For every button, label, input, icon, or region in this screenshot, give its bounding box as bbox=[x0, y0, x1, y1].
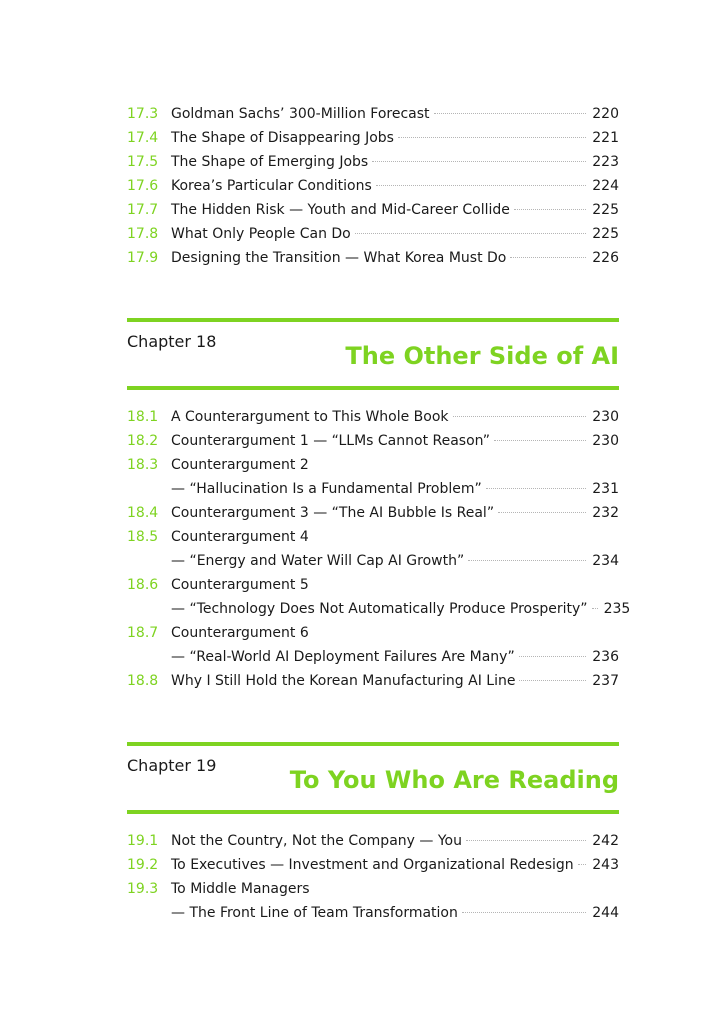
toc-entry[interactable] bbox=[127, 126, 619, 150]
toc-entry-line bbox=[171, 246, 619, 270]
toc-entry-number: 19.2 bbox=[127, 857, 159, 873]
toc-entry[interactable] bbox=[127, 150, 619, 174]
toc-entry[interactable] bbox=[127, 405, 619, 429]
toc-entry-title: Not the Country, Not the Company — You bbox=[171, 833, 462, 849]
chapter-19-header bbox=[127, 742, 619, 814]
toc-dot-leader bbox=[498, 512, 586, 513]
toc-entry-page: 235 bbox=[603, 601, 631, 617]
chapter-rule-top bbox=[127, 318, 619, 322]
toc-entry-number: 19.1 bbox=[127, 833, 159, 849]
toc-entry-number: 17.3 bbox=[127, 106, 159, 122]
toc-entry-page: 234 bbox=[592, 553, 619, 569]
toc-entry-title: — The Front Line of Team Transformation bbox=[171, 905, 458, 921]
toc-entry[interactable] bbox=[127, 621, 619, 645]
toc-entry-number: 17.5 bbox=[127, 154, 159, 170]
toc-entry-title: Counterargument 5 bbox=[171, 577, 309, 593]
toc-entry-page: 231 bbox=[592, 481, 619, 497]
toc-entry[interactable] bbox=[127, 901, 619, 925]
toc-dot-leader bbox=[519, 680, 586, 681]
toc-entry-number: 18.2 bbox=[127, 433, 159, 449]
toc-entry-line bbox=[171, 126, 619, 150]
toc-entry-page: 223 bbox=[592, 154, 619, 170]
toc-entry-page: 232 bbox=[592, 505, 619, 521]
toc-entry-number: 17.6 bbox=[127, 178, 159, 194]
toc-entry-line bbox=[171, 174, 619, 198]
toc-entry-title: Designing the Transition — What Korea Must Do bbox=[171, 250, 507, 266]
toc-entry-number: 17.7 bbox=[127, 202, 159, 218]
chapter-18-header bbox=[127, 318, 619, 390]
toc-entry-page: 243 bbox=[592, 857, 619, 873]
toc-entry-page: 224 bbox=[592, 178, 619, 194]
toc-dot-leader bbox=[376, 185, 587, 186]
toc-entry[interactable] bbox=[127, 597, 631, 621]
toc-dot-leader bbox=[468, 560, 586, 561]
toc-dot-leader bbox=[510, 257, 586, 258]
toc-entry-title: The Shape of Disappearing Jobs bbox=[171, 130, 394, 146]
toc-entry[interactable] bbox=[127, 829, 619, 853]
toc-entry-line bbox=[171, 621, 619, 645]
toc-entry-line bbox=[171, 573, 619, 597]
toc-entry-title: — “Energy and Water Will Cap AI Growth” bbox=[171, 553, 465, 569]
chapter-rule-bottom bbox=[127, 386, 619, 390]
toc-entry[interactable] bbox=[127, 877, 619, 901]
toc-list-chapter-18 bbox=[127, 405, 631, 693]
toc-entry-line bbox=[171, 901, 619, 925]
toc-entry[interactable] bbox=[127, 198, 619, 222]
toc-entry[interactable] bbox=[127, 525, 619, 549]
toc-entry[interactable] bbox=[127, 246, 619, 270]
toc-entry-title: — “Hallucination Is a Fundamental Problem” bbox=[171, 481, 482, 497]
toc-entry-number: 18.1 bbox=[127, 409, 159, 425]
toc-entry-title: The Hidden Risk — Youth and Mid-Career Collide bbox=[171, 202, 510, 218]
chapter-19-label: Chapter 19 bbox=[127, 756, 217, 775]
toc-entry-number: 18.4 bbox=[127, 505, 159, 521]
toc-entry-line bbox=[171, 853, 619, 877]
toc-entry-number: 18.8 bbox=[127, 673, 159, 689]
toc-dot-leader bbox=[514, 209, 586, 210]
toc-entry[interactable] bbox=[127, 549, 619, 573]
toc-entry[interactable] bbox=[127, 453, 619, 477]
toc-list-chapter-19 bbox=[127, 829, 619, 925]
toc-entry-page: 230 bbox=[592, 409, 619, 425]
toc-entry[interactable] bbox=[127, 102, 619, 126]
toc-entry-page: 225 bbox=[592, 202, 619, 218]
toc-entry-title: Counterargument 1 — “LLMs Cannot Reason” bbox=[171, 433, 491, 449]
toc-dot-leader bbox=[355, 233, 587, 234]
toc-entry[interactable] bbox=[127, 573, 619, 597]
toc-entry-page: 221 bbox=[592, 130, 619, 146]
toc-entry-page: 230 bbox=[592, 433, 619, 449]
toc-entry-number: 18.3 bbox=[127, 457, 159, 473]
toc-entry-number: 18.5 bbox=[127, 529, 159, 545]
toc-entry-number: 18.7 bbox=[127, 625, 159, 641]
toc-dot-leader bbox=[578, 864, 587, 865]
toc-entry[interactable] bbox=[127, 669, 619, 693]
toc-entry[interactable] bbox=[127, 429, 619, 453]
toc-dot-leader bbox=[434, 113, 587, 114]
toc-entry-line bbox=[171, 150, 619, 174]
toc-entry-title: To Executives — Investment and Organizational Redesign bbox=[171, 857, 574, 873]
toc-entry-line bbox=[171, 405, 619, 429]
toc-entry[interactable] bbox=[127, 501, 619, 525]
toc-dot-leader bbox=[486, 488, 587, 489]
toc-entry-title: What Only People Can Do bbox=[171, 226, 351, 242]
toc-entry-number: 17.4 bbox=[127, 130, 159, 146]
toc-entry-title: To Middle Managers bbox=[171, 881, 310, 897]
toc-dot-leader bbox=[494, 440, 586, 441]
toc-entry-page: 237 bbox=[592, 673, 619, 689]
toc-entry-title: The Shape of Emerging Jobs bbox=[171, 154, 369, 170]
chapter-18-label: Chapter 18 bbox=[127, 332, 217, 351]
toc-entry-page: 226 bbox=[592, 250, 619, 266]
toc-entry[interactable] bbox=[127, 853, 619, 877]
toc-dot-leader bbox=[453, 416, 587, 417]
toc-dot-leader bbox=[398, 137, 586, 138]
toc-entry-title: Counterargument 2 bbox=[171, 457, 309, 473]
toc-dot-leader bbox=[462, 912, 586, 913]
toc-entry-number: 17.9 bbox=[127, 250, 159, 266]
toc-entry-line bbox=[171, 222, 619, 246]
toc-entry-line bbox=[171, 102, 619, 126]
toc-entry-line bbox=[171, 669, 619, 693]
toc-entry-line bbox=[171, 877, 619, 901]
toc-dot-leader bbox=[372, 161, 586, 162]
toc-entry-title: Why I Still Hold the Korean Manufacturing AI Line bbox=[171, 673, 516, 689]
toc-entry-title: Korea’s Particular Conditions bbox=[171, 178, 372, 194]
toc-entry-number: 18.6 bbox=[127, 577, 159, 593]
toc-entry-page: 220 bbox=[592, 106, 619, 122]
toc-entry-title: Counterargument 3 — “The AI Bubble Is Real” bbox=[171, 505, 495, 521]
toc-dot-leader bbox=[519, 656, 587, 657]
toc-entry-page: 225 bbox=[592, 226, 619, 242]
toc-entry[interactable] bbox=[127, 222, 619, 246]
toc-entry-title: Goldman Sachs’ 300-Million Forecast bbox=[171, 106, 430, 122]
chapter-rule-top bbox=[127, 742, 619, 746]
chapter-18-title: The Other Side of AI bbox=[345, 342, 619, 370]
toc-entry-line bbox=[171, 429, 619, 453]
toc-entry-title: — “Technology Does Not Automatically Produce Prosperity” bbox=[171, 601, 588, 617]
toc-dot-leader bbox=[466, 840, 586, 841]
toc-entry-title: A Counterargument to This Whole Book bbox=[171, 409, 449, 425]
toc-entry-line bbox=[171, 525, 619, 549]
toc-entry-line bbox=[171, 645, 619, 669]
toc-entry-line bbox=[171, 453, 619, 477]
toc-entry-line bbox=[171, 597, 631, 621]
toc-entry-page: 242 bbox=[592, 833, 619, 849]
toc-list-chapter-17 bbox=[127, 102, 619, 270]
toc-entry-line bbox=[171, 477, 619, 501]
toc-entry-number: 19.3 bbox=[127, 881, 159, 897]
toc-entry[interactable] bbox=[127, 174, 619, 198]
toc-entry-line bbox=[171, 198, 619, 222]
toc-entry-number: 17.8 bbox=[127, 226, 159, 242]
toc-dot-leader bbox=[592, 608, 598, 609]
toc-entry-line bbox=[171, 549, 619, 573]
chapter-rule-bottom bbox=[127, 810, 619, 814]
toc-entry-title: Counterargument 6 bbox=[171, 625, 309, 641]
toc-entry-page: 244 bbox=[592, 905, 619, 921]
toc-entry[interactable] bbox=[127, 477, 619, 501]
toc-entry-title: Counterargument 4 bbox=[171, 529, 309, 545]
chapter-19-title: To You Who Are Reading bbox=[289, 766, 619, 794]
toc-entry[interactable] bbox=[127, 645, 619, 669]
toc-entry-line bbox=[171, 501, 619, 525]
toc-entry-title: — “Real-World AI Deployment Failures Are Many” bbox=[171, 649, 515, 665]
toc-entry-line bbox=[171, 829, 619, 853]
toc-entry-page: 236 bbox=[592, 649, 619, 665]
